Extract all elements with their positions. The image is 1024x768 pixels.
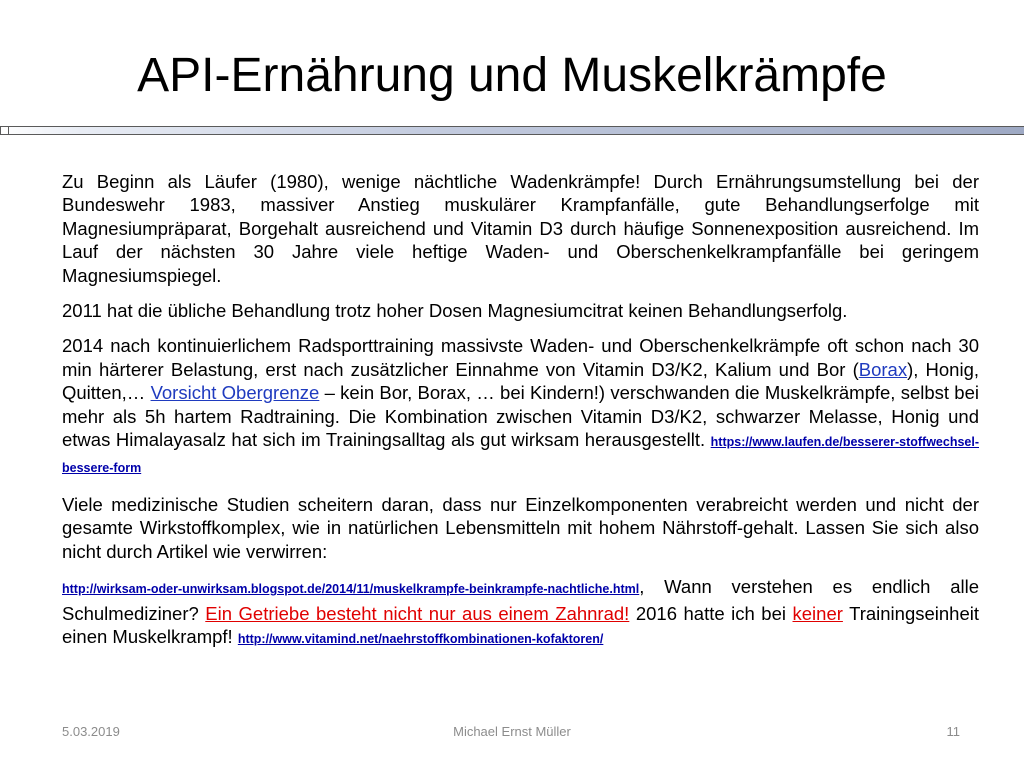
slide-title: API-Ernährung und Muskelkrämpfe <box>137 49 887 102</box>
title-divider <box>0 126 1024 135</box>
paragraph-5-text-a: , Wann verstehen es endlich alle Schulmediziner? <box>62 576 979 624</box>
laufen-url-link[interactable]: https://www.laufen.de/besserer-stoffwechsel-bessere-form <box>62 435 979 476</box>
paragraph-3-text-b: ), Honig, Quitten,… <box>62 358 980 404</box>
vorsicht-obergrenze-link[interactable]: Vorsicht Obergrenze <box>150 382 320 404</box>
wirksam-url-link[interactable]: http://wirksam-oder-unwirksam.blogspot.de/2014/11/muskelkrampfe-beinkrampfe-nachtliche.html <box>62 582 640 597</box>
getriebe-link[interactable]: Ein Getriebe besteht nicht nur aus einem Zahnrad! <box>205 602 630 624</box>
paragraph-5-text-b: 2016 hatte ich bei <box>629 602 793 624</box>
paragraph-3-text-a: 2014 nach kontinuierlichem Radsporttraining massivste Waden- und Oberschenkelkrämpfe oft schon nach 30 min härterer Belastung, erst nach zusätzlicher Einnahme von Vitamin D3/K2, Kalium und Bor ( <box>62 335 979 380</box>
borax-link[interactable]: Borax <box>858 358 908 380</box>
footer-page-number: 11 <box>946 724 960 739</box>
paragraph-3-text-c: – kein Bor, Borax, … bei Kindern!) verschwanden die Muskelkrämpfe, selbst bei mehr als 5h hartem Radtraining. Die Kombination zwischen Vitamin D3/K2, schwarzer Melasse, Honig und etwas Himalayasalz hat sich im Trainingsalltag als gut wirksam herausgestellt. <box>62 382 979 451</box>
title-divider-cap <box>0 126 9 135</box>
paragraph-1: Zu Beginn als Läufer (1980), wenige nächtliche Wadenkrämpfe! Durch Ernährungsumstellung bei der Bundeswehr 1983, massiver Anstieg muskulärer Krampfanfälle, gute Behandlungserfolge mit Magnesiumpräparat, Borgehalt ausreichend und Vitamin D3 durch häufige Sonnenexposition ausreichend. Im Lauf der nächsten 30 Jahre viele heftige Waden- und Oberschenkelkrampfanfälle bei geringem Magnesiumspiegel. <box>62 171 979 286</box>
footer-date: 5.03.2019 <box>62 724 120 739</box>
paragraph-2: 2011 hat die übliche Behandlung trotz hoher Dosen Magnesiumcitrat keinen Behandlungserfolg. <box>62 300 848 322</box>
paragraph-3 <box>62 334 979 480</box>
paragraph-4: Viele medizinische Studien scheitern daran, dass nur Einzelkomponenten verabreicht werden und nicht der gesamte Wirkstoffkomplex, wie in natürlichen Lebensmitteln mit hohem Nährstoff-gehalt. Lassen Sie sich also nicht durch Artikel wie verwirren: <box>62 493 979 562</box>
footer-author: Michael Ernst Müller <box>453 724 571 739</box>
paragraph-5-text-c: Trainingseinheit einen Muskelkrampf! <box>62 602 979 647</box>
keiner-link[interactable]: keiner <box>792 602 843 624</box>
slide-body <box>62 170 979 651</box>
vitamind-url-link[interactable]: http://www.vitamind.net/naehrstoffkombinationen-kofaktoren/ <box>237 631 604 646</box>
paragraph-5 <box>62 575 979 651</box>
